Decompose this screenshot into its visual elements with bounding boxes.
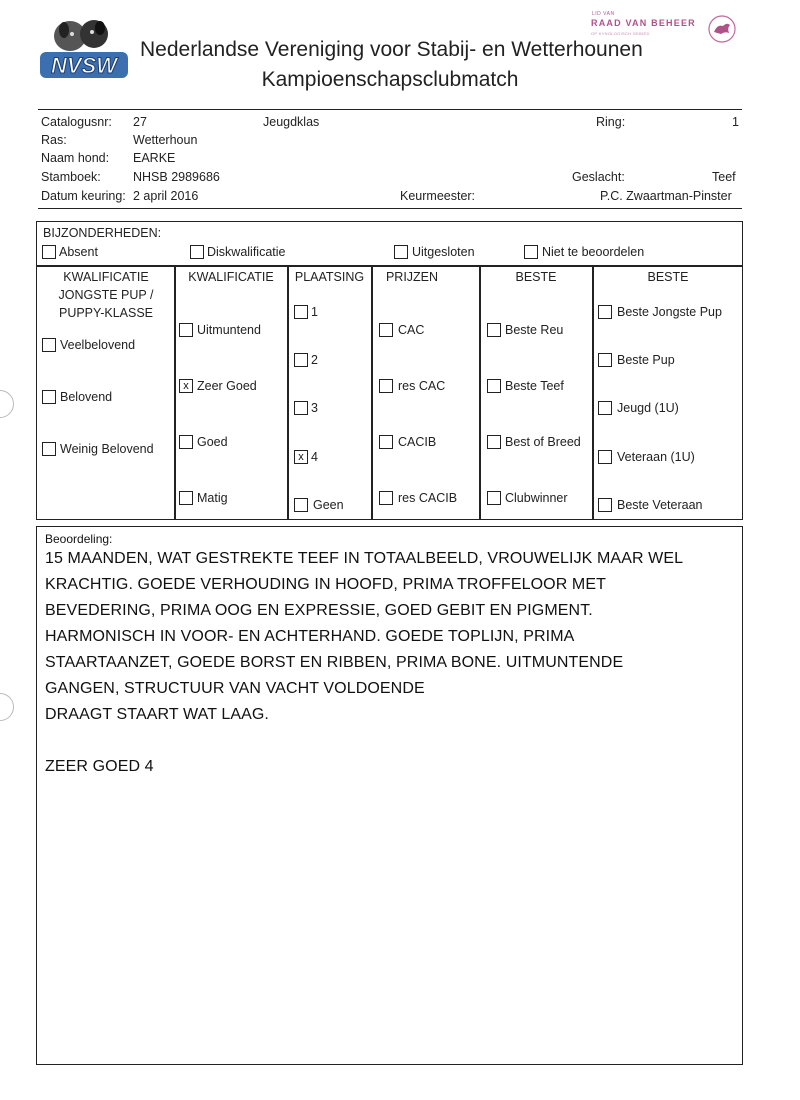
- keurmeester-value: P.C. Zwaartman-Pinster: [600, 189, 732, 203]
- plaatsing-3-label: 3: [311, 401, 318, 415]
- header-beste-2: BESTE: [647, 270, 689, 284]
- beste-reu-label: Beste Reu: [505, 323, 564, 337]
- stamboek-value: NHSB 2989686: [133, 170, 220, 184]
- header-divider: [38, 109, 742, 110]
- header-kwalificatie-puppy-line2: JONGSTE PUP /: [58, 288, 154, 302]
- uitmuntend-label: Uitmuntend: [197, 323, 261, 337]
- catalogusnr-label: Catalogusnr:: [41, 115, 112, 129]
- plaatsing-2-checkbox[interactable]: [294, 353, 308, 367]
- info-divider: [38, 208, 742, 209]
- belovend-checkbox[interactable]: [42, 390, 56, 404]
- header-kwalificatie-puppy-line3: PUPPY-KLASSE: [58, 306, 154, 320]
- beste-veteraan-checkbox[interactable]: [598, 498, 612, 512]
- beoordeling-line-2: KRACHTIG. GOEDE VERHOUDING IN HOOFD, PRIMA TROFFELOOR MET: [45, 576, 607, 593]
- zeer-goed-checkbox[interactable]: x: [179, 379, 193, 393]
- absent-checkbox[interactable]: [42, 245, 56, 259]
- zeer-goed-label: Zeer Goed: [197, 379, 257, 393]
- clubwinner-checkbox[interactable]: [487, 491, 501, 505]
- nvsw-logo-text: NVSW: [51, 53, 117, 78]
- beoordeling-line-7: DRAAGT STAART WAT LAAG.: [45, 706, 269, 723]
- ring-value: 1: [732, 115, 739, 129]
- header-kwalificatie-puppy: [38, 268, 174, 322]
- header-kwalificatie-puppy-line1: KWALIFICATIE: [63, 270, 149, 284]
- plaatsing-3-checkbox[interactable]: [294, 401, 308, 415]
- grid-top-line: [36, 265, 743, 267]
- uitgesloten-checkbox[interactable]: [394, 245, 408, 259]
- beste-jongste-pup-label: Beste Jongste Pup: [617, 305, 722, 319]
- cacib-checkbox[interactable]: [379, 435, 393, 449]
- cac-label: CAC: [398, 323, 425, 337]
- veelbelovend-checkbox[interactable]: [42, 338, 56, 352]
- matig-label: Matig: [197, 491, 228, 505]
- header-plaatsing: PLAATSING: [294, 270, 365, 284]
- diskwalificatie-label: Diskwalificatie: [207, 245, 286, 259]
- veelbelovend-label: Veelbelovend: [60, 338, 136, 352]
- goed-label: Goed: [197, 435, 228, 449]
- punch-hole-top: [0, 390, 14, 418]
- rvb-name: RAAD VAN BEHEER: [591, 18, 696, 28]
- naam-hond-value: EARKE: [133, 151, 176, 165]
- page-title: Nederlandse Vereniging voor Stabij- en Wetterhounen: [140, 38, 643, 61]
- res-cac-checkbox[interactable]: [379, 379, 393, 393]
- beoordeling-line-6: GANGEN, STRUCTUUR VAN VACHT VOLDOENDE: [45, 680, 425, 697]
- belovend-label: Belovend: [60, 390, 113, 404]
- beoordeling-label: Beoordeling:: [45, 532, 113, 546]
- veteraan-checkbox[interactable]: [598, 450, 612, 464]
- plaatsing-2-label: 2: [311, 353, 318, 367]
- geslacht-value: Teef: [712, 170, 736, 184]
- rvb-subtitle: OP KYNOLOGISCH GEBIED: [591, 31, 650, 36]
- jeugd-label: Jeugd (1U): [617, 401, 679, 415]
- niet-te-beoordelen-checkbox[interactable]: [524, 245, 538, 259]
- weinig-belovend-label: Weinig Belovend: [60, 442, 154, 456]
- grid-col-divider-1: [174, 265, 176, 520]
- niet-te-beoordelen-label: Niet te beoordelen: [542, 245, 645, 259]
- page-subtitle: Kampioenschapsclubmatch: [261, 68, 519, 91]
- beste-teef-label: Beste Teef: [505, 379, 564, 393]
- beste-teef-checkbox[interactable]: [487, 379, 501, 393]
- res-cacib-checkbox[interactable]: [379, 491, 393, 505]
- rvb-lid-van: LID VAN: [592, 11, 615, 17]
- beoordeling-line-4: HARMONISCH IN VOOR- EN ACHTERHAND. GOEDE TOPLIJN, PRIMA: [45, 628, 575, 645]
- res-cac-label: res CAC: [398, 379, 446, 393]
- uitmuntend-checkbox[interactable]: [179, 323, 193, 337]
- grid-col-divider-2: [287, 265, 289, 520]
- geslacht-label: Geslacht:: [572, 170, 625, 184]
- header-beste: BESTE: [515, 270, 557, 284]
- dog-icon: [705, 14, 739, 44]
- goed-checkbox[interactable]: [179, 435, 193, 449]
- datum-keuring-value: 2 april 2016: [133, 189, 199, 203]
- beste-veteraan-label: Beste Veteraan: [617, 498, 703, 512]
- weinig-belovend-checkbox[interactable]: [42, 442, 56, 456]
- beoordeling-line-5: STAARTAANZET, GOEDE BORST EN RIBBEN, PRIMA BONE. UITMUNTENDE: [45, 654, 624, 671]
- uitgesloten-label: Uitgesloten: [412, 245, 475, 259]
- catalogusnr-value: 27: [133, 115, 147, 129]
- beoordeling-line-3: BEVEDERING, PRIMA OOG EN EXPRESSIE, GOED GEBIT EN PIGMENT.: [45, 602, 593, 619]
- plaatsing-4-checkbox[interactable]: x: [294, 450, 308, 464]
- cacib-label: CACIB: [398, 435, 437, 449]
- ring-label: Ring:: [596, 115, 626, 129]
- punch-hole-bottom: [0, 693, 14, 721]
- grid-col-divider-4: [479, 265, 481, 520]
- ras-value: Wetterhoun: [133, 133, 198, 147]
- bijzonderheden-title: BIJZONDERHEDEN:: [43, 226, 162, 240]
- absent-label: Absent: [59, 245, 98, 259]
- veteraan-label: Veteraan (1U): [617, 450, 695, 464]
- beste-reu-checkbox[interactable]: [487, 323, 501, 337]
- best-of-breed-checkbox[interactable]: [487, 435, 501, 449]
- beste-pup-label: Beste Pup: [617, 353, 675, 367]
- best-of-breed-label: Best of Breed: [505, 435, 581, 449]
- plaatsing-1-label: 1: [311, 305, 318, 319]
- header-kwalificatie: KWALIFICATIE: [188, 270, 274, 284]
- keurmeester-label: Keurmeester:: [400, 189, 476, 203]
- stamboek-label: Stamboek:: [41, 170, 101, 184]
- clubwinner-label: Clubwinner: [505, 491, 568, 505]
- plaatsing-4-label: 4: [311, 450, 318, 464]
- datum-keuring-label: Datum keuring:: [41, 189, 126, 203]
- class-value: Jeugdklas: [263, 115, 320, 129]
- res-cacib-label: res CACIB: [398, 491, 458, 505]
- beoordeling-line-1: 15 MAANDEN, WAT GESTREKTE TEEF IN TOTAALBEELD, VROUWELIJK MAAR WEL: [45, 550, 684, 567]
- plaatsing-1-checkbox[interactable]: [294, 305, 308, 319]
- grid-col-divider-3: [371, 265, 373, 520]
- cac-checkbox[interactable]: [379, 323, 393, 337]
- jeugd-checkbox[interactable]: [598, 401, 612, 415]
- header-prijzen: PRIJZEN: [385, 270, 439, 284]
- matig-checkbox[interactable]: [179, 491, 193, 505]
- plaatsing-geen-label: Geen: [313, 498, 344, 512]
- diskwalificatie-checkbox[interactable]: [190, 245, 204, 259]
- beste-jongste-pup-checkbox[interactable]: [598, 305, 612, 319]
- naam-hond-label: Naam hond:: [41, 151, 110, 165]
- beoordeling-conclusion: ZEER GOED 4: [45, 758, 154, 775]
- plaatsing-geen-checkbox[interactable]: [294, 498, 308, 512]
- beste-pup-checkbox[interactable]: [598, 353, 612, 367]
- grid-col-divider-5: [592, 265, 594, 520]
- ras-label: Ras:: [41, 133, 67, 147]
